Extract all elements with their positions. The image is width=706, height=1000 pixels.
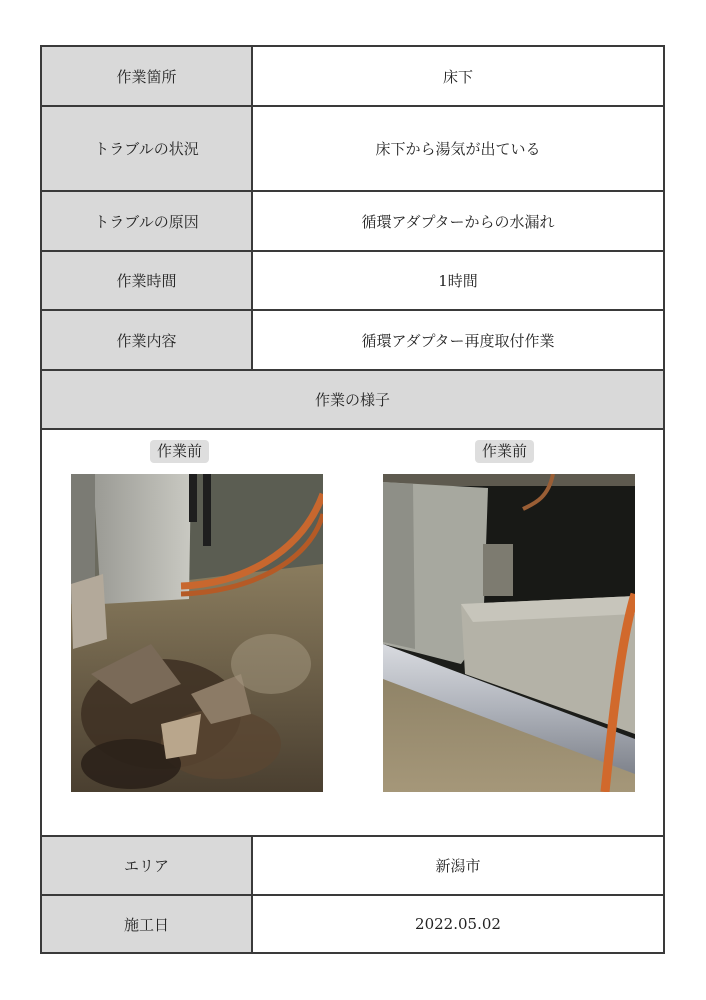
photo-caption-right: 作業前: [475, 440, 534, 463]
label-area: エリア: [42, 837, 253, 894]
work-report-table: [40, 45, 665, 954]
value-trouble-status: 床下から湯気が出ている: [253, 107, 663, 190]
row-work-time: [42, 252, 663, 311]
photo-icon: [71, 474, 323, 792]
value-trouble-cause: 循環アダプターからの水漏れ: [253, 192, 663, 250]
value-work-content: 循環アダプター再度取付作業: [253, 311, 663, 369]
row-trouble-status: [42, 107, 663, 192]
section-work-photos-header: 作業の様子: [42, 371, 663, 430]
label-trouble-cause: トラブルの原因: [42, 192, 253, 250]
label-construction-date: 施工日: [42, 896, 253, 952]
row-construction-date: [42, 896, 663, 952]
value-work-time: 1時間: [253, 252, 663, 309]
photo-icon: [383, 474, 635, 792]
photo-area: [42, 430, 663, 837]
label-work-time: 作業時間: [42, 252, 253, 309]
row-area: [42, 837, 663, 896]
photo-before-left: [71, 474, 323, 792]
row-work-location: [42, 47, 663, 107]
photo-before-right: [383, 474, 635, 792]
label-trouble-status: トラブルの状況: [42, 107, 253, 190]
value-area: 新潟市: [253, 837, 663, 894]
value-work-location: 床下: [253, 47, 663, 105]
row-work-content: [42, 311, 663, 371]
label-work-location: 作業箇所: [42, 47, 253, 105]
value-construction-date: 2022.05.02: [253, 896, 663, 952]
photo-caption-left: 作業前: [150, 440, 209, 463]
label-work-content: 作業内容: [42, 311, 253, 369]
row-trouble-cause: [42, 192, 663, 252]
